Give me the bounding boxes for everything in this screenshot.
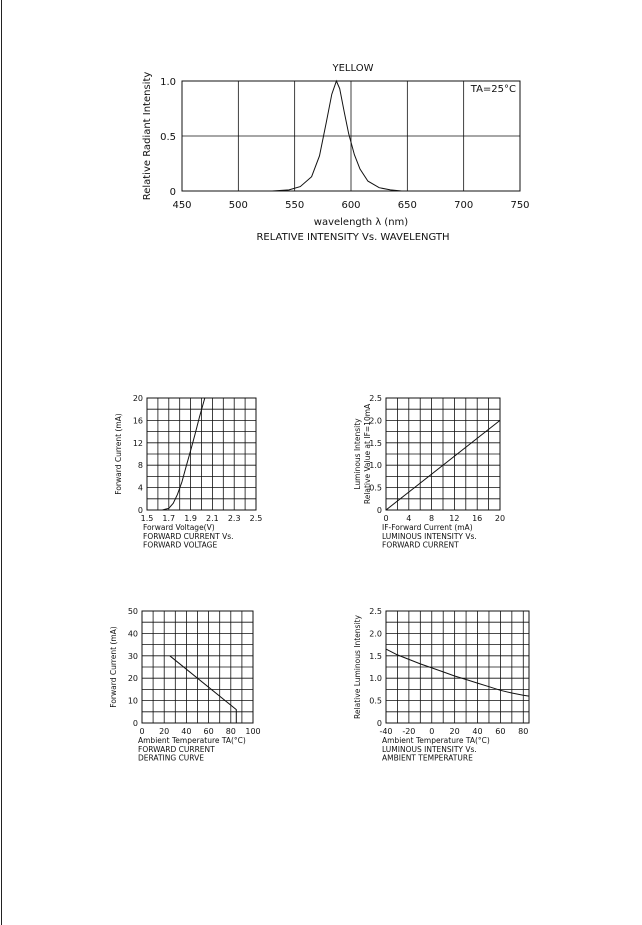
c3-x-tick-label: 8 xyxy=(429,514,435,523)
c1-x-tick-label: 450 xyxy=(172,200,192,211)
c3-x-tick-label: 20 xyxy=(494,514,506,523)
c3-x-axis-label: IF-Forward Current (mA) xyxy=(382,523,473,532)
c5-x-tick-label: 0 xyxy=(429,727,435,736)
c4-caption-line: DERATING CURVE xyxy=(138,753,204,763)
c3-x-tick-label: 4 xyxy=(406,514,412,523)
c1-caption-line: RELATIVE INTENSITY Vs. WAVELENGTH xyxy=(256,232,450,243)
c4-x-tick-label: 0 xyxy=(139,727,145,736)
c4-caption-line: FORWARD CURRENT xyxy=(138,745,215,754)
c3-chart xyxy=(353,394,505,550)
c5-y-tick-label: 1.0 xyxy=(369,674,382,684)
c4-x-axis-label: Ambient Temperature TA(°C) xyxy=(138,736,246,745)
c3-x-tick-label: 12 xyxy=(449,514,460,523)
c2-x-tick-label: 1.5 xyxy=(140,514,154,523)
c5-x-tick-label: -40 xyxy=(379,727,393,736)
c1-y-axis-label: Relative Radiant Intensity xyxy=(142,71,153,201)
c4-y-tick-label: 30 xyxy=(127,651,138,661)
c3-x-tick-label: 0 xyxy=(383,514,389,523)
c2-y-axis-label: Forward Current (mA) xyxy=(114,413,123,495)
c5-x-tick-label: 40 xyxy=(472,727,483,736)
c2-y-tick-label: 4 xyxy=(137,483,143,493)
c3-y-tick-label: 1.5 xyxy=(369,438,382,448)
c4-chart xyxy=(109,607,261,763)
c3-caption-line: FORWARD CURRENT xyxy=(382,540,459,550)
c3-y-tick-label: 2.5 xyxy=(369,394,382,403)
c1-y-tick-label: 1.0 xyxy=(160,77,176,88)
c3-y-tick-label: 2.0 xyxy=(369,416,382,426)
c4-y-tick-label: 20 xyxy=(127,674,138,684)
c2-x-tick-label: 2.1 xyxy=(206,514,219,523)
c4-x-tick-label: 80 xyxy=(225,727,236,736)
c1-x-tick-label: 600 xyxy=(341,200,361,211)
c5-y-tick-label: 1.5 xyxy=(369,651,382,661)
c1-chart-title: YELLOW xyxy=(332,63,374,74)
c4-x-tick-label: 20 xyxy=(159,727,170,736)
c5-caption-line: LUMINOUS INTENSITY Vs. xyxy=(382,745,477,754)
c4-x-tick-label: 40 xyxy=(181,727,192,736)
c3-y-tick-label: 0.5 xyxy=(369,483,382,493)
c1-x-tick-label: 550 xyxy=(285,200,305,211)
c2-y-tick-label: 0 xyxy=(137,506,143,515)
c3-y-tick-label: 1.0 xyxy=(369,461,382,471)
c5-y-tick-label: 2.0 xyxy=(369,629,382,639)
c1-x-tick-label: 700 xyxy=(454,200,474,211)
c1-y-tick-label: 0 xyxy=(169,187,176,198)
c2-chart xyxy=(114,394,262,550)
c4-x-tick-label: 60 xyxy=(203,727,214,736)
c5-caption-line: AMBIENT TEMPERATURE xyxy=(382,753,473,763)
c5-y-tick-label: 0 xyxy=(376,719,382,728)
c1-x-tick-label: 750 xyxy=(510,200,530,211)
c2-x-tick-label: 1.9 xyxy=(184,514,197,523)
c4-x-tick-label: 100 xyxy=(245,727,261,736)
c1-x-axis-label: wavelength λ (nm) xyxy=(313,217,409,228)
c1-temperature-annotation: TA=25°C xyxy=(470,84,516,95)
c1-y-tick-label: 0.5 xyxy=(160,132,176,143)
c4-y-tick-label: 0 xyxy=(132,719,138,728)
c5-x-tick-label: 80 xyxy=(518,727,529,736)
c2-caption-line: FORWARD CURRENT Vs. xyxy=(143,532,234,541)
c5-y-axis-label: Relative Luminous Intensity xyxy=(353,615,362,719)
c2-y-tick-label: 8 xyxy=(137,461,143,471)
c2-x-tick-label: 1.7 xyxy=(162,514,176,523)
c5-y-tick-label: 0.5 xyxy=(369,696,382,706)
c2-y-tick-label: 20 xyxy=(132,394,143,403)
c3-caption-line: LUMINOUS INTENSITY Vs. xyxy=(382,532,477,541)
c3-y-tick-label: 0 xyxy=(376,506,382,515)
c2-x-axis-label: Forward Voltage(V) xyxy=(143,523,215,532)
c5-x-tick-label: -20 xyxy=(402,727,416,736)
c2-caption-line: FORWARD VOLTAGE xyxy=(143,540,218,550)
c5-chart xyxy=(353,607,529,763)
c3-y-axis-label: Luminous Intensity xyxy=(353,418,362,490)
c1-x-tick-label: 500 xyxy=(228,200,248,211)
c5-x-tick-label: 20 xyxy=(449,727,460,736)
c4-y-tick-label: 10 xyxy=(127,696,138,706)
c4-y-tick-label: 50 xyxy=(127,607,138,616)
c1-x-tick-label: 650 xyxy=(397,200,417,211)
c5-x-axis-label: Ambient Temperature TA(°C) xyxy=(382,736,490,745)
c2-x-tick-label: 2.5 xyxy=(249,514,263,523)
c3-y-axis-label-2: Relative Value at IF=10mA xyxy=(363,403,372,505)
c2-y-tick-label: 12 xyxy=(132,438,143,448)
c1-chart xyxy=(142,63,530,243)
c5-x-tick-label: 60 xyxy=(495,727,506,736)
c3-x-tick-label: 16 xyxy=(472,514,483,523)
c5-y-tick-label: 2.5 xyxy=(369,607,382,616)
c2-y-tick-label: 16 xyxy=(132,416,143,426)
c4-y-axis-label: Forward Current (mA) xyxy=(109,626,118,708)
c4-y-tick-label: 40 xyxy=(127,629,138,639)
c2-x-tick-label: 2.3 xyxy=(227,514,241,523)
